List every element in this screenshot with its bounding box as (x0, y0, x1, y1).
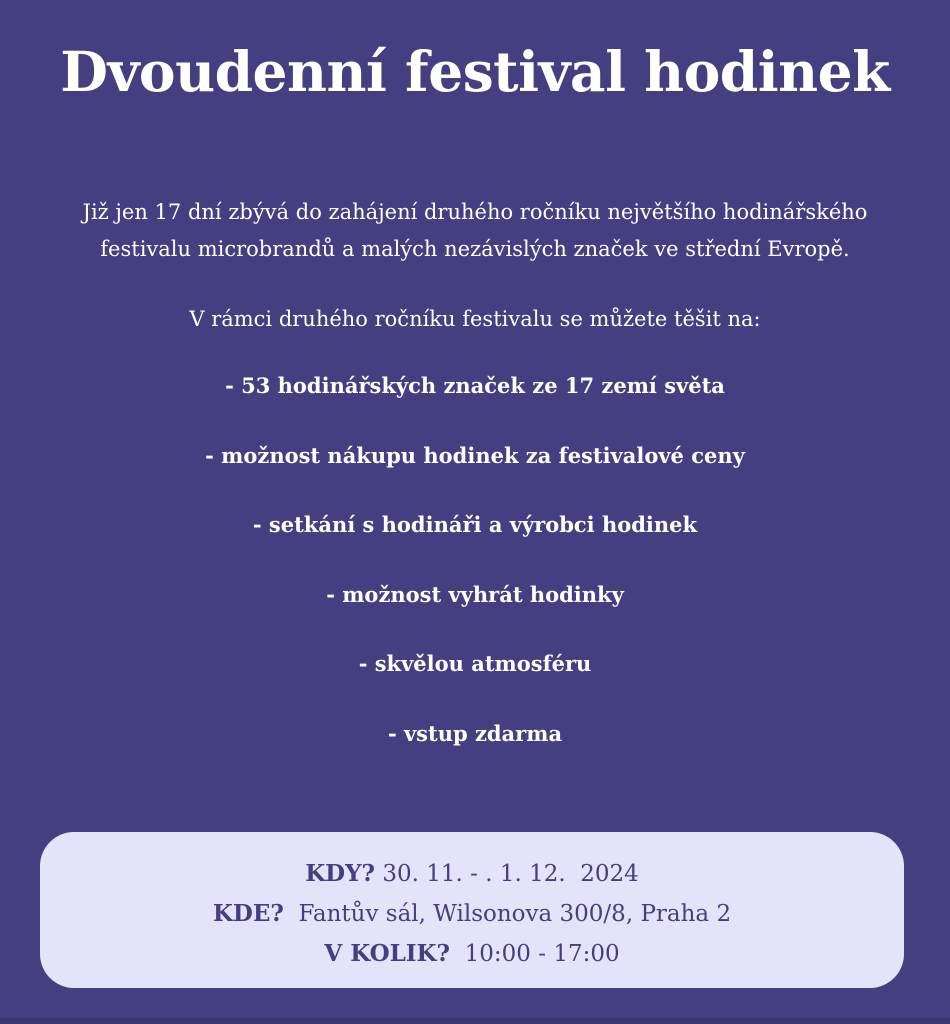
feature-list (40, 366, 910, 783)
lead-text: V rámci druhého ročníku festivalu se můžete těšit na: (189, 307, 761, 331)
event-info-box (40, 832, 904, 988)
page-title: Dvoudenní festival hodinek (60, 39, 890, 104)
where-row (40, 894, 904, 934)
where-label: KDE? (212, 900, 284, 927)
time-value: 10:00 - 17:00 (450, 941, 620, 967)
feature-item: - 53 hodinářských značek ze 17 zemí světa (225, 373, 725, 398)
bottom-strip (0, 1018, 950, 1024)
when-row (40, 854, 904, 894)
when-label: KDY? (305, 860, 376, 887)
when-value: 30. 11. - . 1. 12. 2024 (375, 861, 639, 887)
feature-item: - možnost vyhrát hodinky (326, 581, 624, 607)
feature-item: - skvělou atmosféru (358, 651, 592, 676)
time-row (40, 934, 904, 974)
feature-item: - setkání s hodináři a výrobci hodinek (252, 512, 698, 537)
where-value: Fantův sál, Wilsonova 300/8, Praha 2 (283, 901, 732, 927)
feature-item: - vstup zdarma (387, 720, 563, 746)
time-label: V KOLIK? (324, 940, 451, 967)
feature-item: - možnost nákupu hodinek za festivalové ceny (205, 442, 745, 468)
intro-text: Již jen 17 dní zbývá do zahájení druhého ročníku největšího hodinářského festivalu microbrandů a malých nezávislých značek ve střední Evropě. (82, 200, 868, 261)
